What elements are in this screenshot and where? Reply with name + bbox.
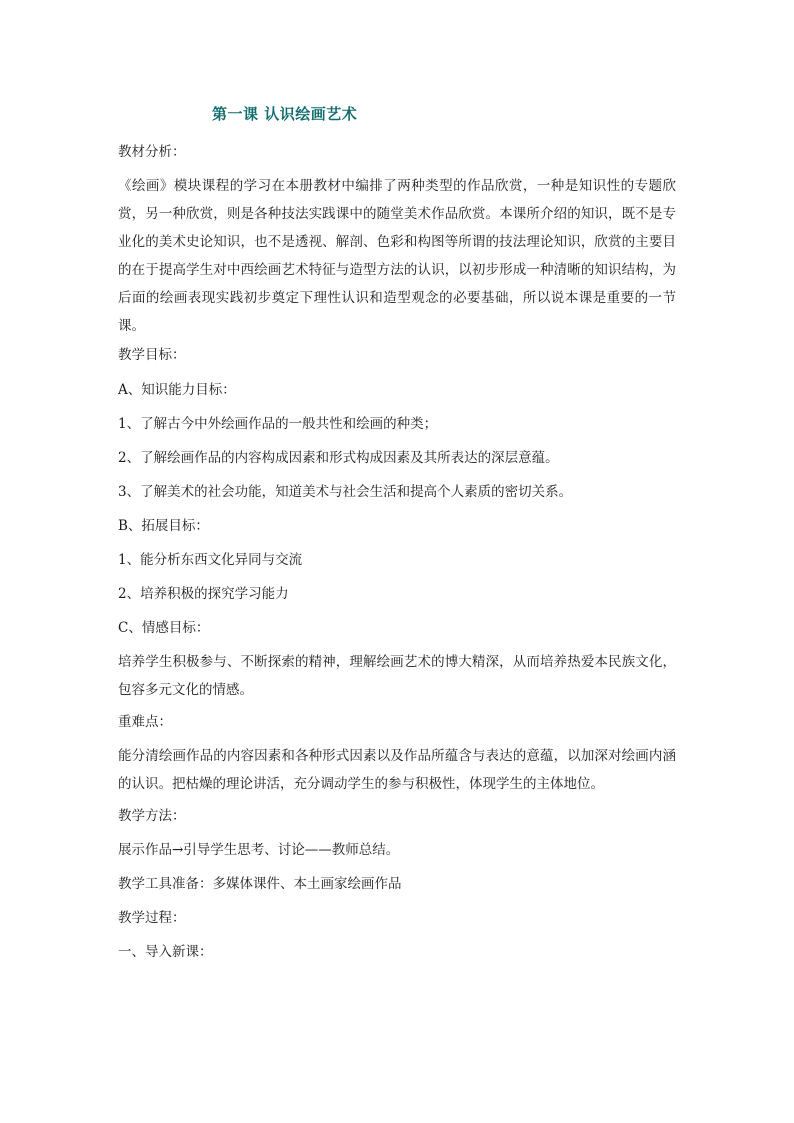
- objective-b-heading: B、拓展目标：: [118, 518, 209, 534]
- tools-text: 教学工具准备：多媒体课件、本土画家绘画作品: [118, 876, 402, 892]
- objective-a-heading: A、知识能力目标：: [118, 382, 236, 398]
- objectives-heading: 教学目标：: [118, 347, 186, 363]
- objective-c-heading: C、情感目标：: [118, 620, 210, 636]
- objective-a3: 3、了解美术的社会功能，知道美术与社会生活和提高个人素质的密切关系。: [118, 484, 573, 500]
- process-step-1: 一、导入新课：: [118, 944, 213, 960]
- difficulty-heading: 重难点：: [118, 714, 172, 730]
- objective-a2: 2、了解绘画作品的内容构成因素和形式构成因素及其所表达的深层意蕴。: [118, 450, 559, 466]
- difficulty-paragraph: 能分清绘画作品的内容因素和各种形式因素以及作品所蕴含与表达的意蕴，以加深对绘画内涵的认识。把枯燥的理论讲活，充分调动学生的参与积极性，体现学生的主体地位。: [118, 748, 676, 792]
- objective-a1: 1、了解古今中外绘画作品的一般共性和绘画的种类；: [118, 416, 438, 432]
- analysis-paragraph: 《绘画》模块课程的学习在本册教材中编排了两种类型的作品欣赏，一种是知识性的专题欣赏，另一种欣赏，则是各种技法实践课中的随堂美术作品欣赏。本课所介绍的知识，既不是专业化的美术史论知识，也不是透视、解剖、色彩和构图等所谓的技法理论知识，欣赏的主要目的在于提高学生对中西绘画艺术特征与造型方法的认识，以初步形成一种清晰的知识结构，为后面的绘画表现实践初步奠定下理性认识和造型观念的必要基础，所以说本课是重要的一节课。: [118, 178, 676, 334]
- analysis-heading: 教材分析：: [118, 144, 186, 160]
- method-text: 展示作品→引导学生思考、讨论——教师总结。: [118, 842, 400, 858]
- process-heading: 教学过程：: [118, 910, 186, 926]
- objective-b1: 1、能分析东西文化异同与交流: [118, 552, 303, 568]
- lesson-title: 第一课 认识绘画艺术: [212, 105, 358, 123]
- objective-b2: 2、培养积极的探究学习能力: [118, 586, 289, 602]
- objective-c-paragraph: 培养学生积极参与、不断探索的精神，理解绘画艺术的博大精深，从而培养热爱本民族文化，包容多元文化的情感。: [118, 654, 676, 698]
- method-heading: 教学方法：: [118, 808, 186, 824]
